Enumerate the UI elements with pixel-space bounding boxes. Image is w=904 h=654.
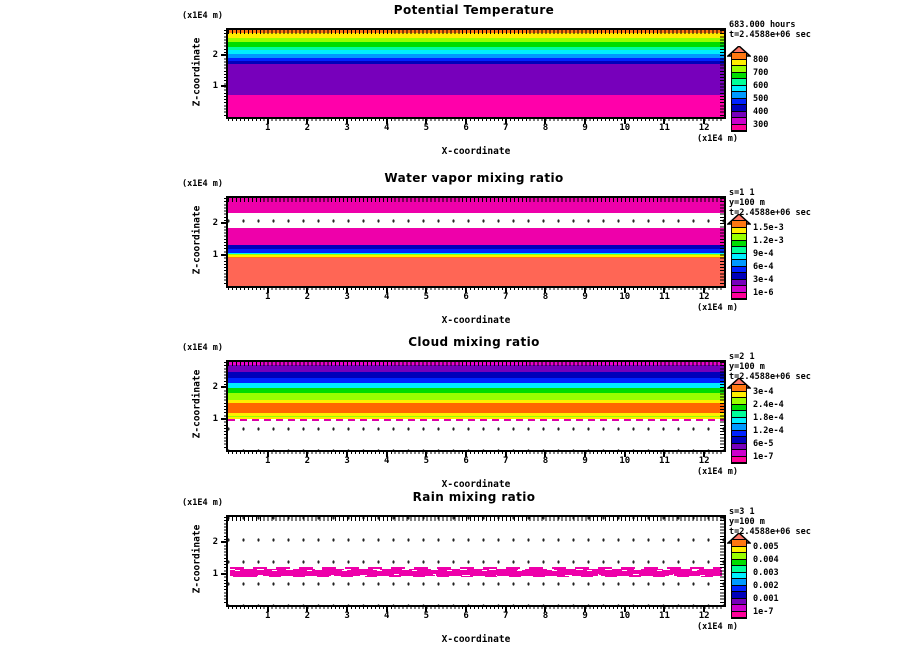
- contour-band: [228, 95, 724, 117]
- legend-line: y=100 m: [729, 517, 765, 527]
- x-tick-label: 10: [619, 123, 631, 133]
- z-minor-ticks-right: [720, 517, 724, 605]
- x-tick-label: 9: [582, 292, 588, 302]
- x-tick-label: 6: [463, 611, 469, 621]
- panel-title: Rain mixing ratio: [412, 490, 536, 504]
- panel-rain-mixing-ratio: [0, 490, 904, 654]
- x-axis-unit: (x1E4 m): [697, 622, 738, 632]
- x-tick-label: 5: [423, 456, 430, 466]
- plot-area: [212, 28, 738, 157]
- x-minor-ticks-top: [228, 362, 724, 366]
- x-minor-ticks: [228, 450, 724, 454]
- colorbar-label: 6e-4: [753, 261, 774, 272]
- colorbar-label: 1.2e-3: [753, 235, 784, 246]
- panel-water-vapor-mixing-ratio: [0, 163, 904, 326]
- contour-band: [228, 403, 724, 413]
- z-minor-ticks-right: [720, 30, 724, 117]
- legend-line: 683.000 hours: [729, 20, 796, 30]
- z-axis-label: Z-coordinate: [191, 205, 203, 275]
- x-axis-label: X-coordinate: [441, 479, 511, 490]
- x-tick-label: 8: [542, 456, 549, 466]
- x-tick-label: 4: [384, 611, 390, 621]
- colorbar-label: 0.005: [753, 541, 779, 552]
- x-tick-label: 2: [304, 611, 311, 621]
- z-minor-ticks: [224, 362, 228, 450]
- x-tick-label: 11: [659, 611, 670, 621]
- contour-bands: [228, 30, 724, 117]
- colorbar-label: 1.2e-4: [753, 425, 784, 436]
- colorbar-label: 600: [753, 80, 769, 91]
- colorbar: [731, 210, 801, 302]
- x-minor-ticks-top: [228, 198, 724, 202]
- x-tick-label: 5: [423, 123, 430, 133]
- z-tick-label: 2: [212, 537, 218, 548]
- x-tick-label: 6: [463, 123, 469, 133]
- x-tick-label: 1: [264, 292, 271, 302]
- x-tick-label: 4: [384, 123, 390, 133]
- plot-area: [212, 360, 738, 490]
- colorbar-bands: [731, 220, 747, 300]
- x-axis-unit: (x1E4 m): [697, 303, 738, 313]
- colorbar-band: [732, 457, 746, 464]
- z-major-tick: [221, 254, 228, 256]
- x-tick-label: 4: [384, 292, 390, 302]
- x-tick-label: 12: [698, 456, 710, 466]
- colorbar-label: 400: [753, 106, 769, 117]
- x-tick-label: 11: [659, 456, 670, 466]
- colorbar-label: 1e-7: [753, 451, 774, 462]
- colorbar-label: 9e-4: [753, 248, 774, 259]
- z-axis-unit: (x1E4 m): [182, 343, 223, 353]
- colorbar-label: 1e-7: [753, 606, 774, 617]
- z-tick-label: 1: [212, 80, 218, 91]
- colorbar: [731, 42, 801, 134]
- x-tick-label: 9: [582, 123, 588, 133]
- colorbar-bands: [731, 52, 747, 132]
- z-minor-ticks: [224, 517, 228, 605]
- legend-line: s=3 1: [729, 507, 755, 517]
- z-tick-label: 2: [212, 218, 218, 229]
- x-tick-label: 10: [619, 611, 631, 621]
- contour-band: [228, 64, 724, 95]
- z-axis-label: Z-coordinate: [191, 369, 203, 439]
- colorbar-label: 700: [753, 67, 769, 78]
- panel-potential-temperature: [0, 0, 904, 163]
- legend-line: s=2 1: [729, 352, 755, 362]
- x-minor-ticks: [228, 286, 724, 290]
- x-tick-label: 1: [264, 123, 271, 133]
- x-tick-label: 9: [582, 456, 588, 466]
- legend-line: y=100 m: [729, 198, 765, 208]
- z-tick-label: 1: [212, 249, 218, 260]
- panel-title: Potential Temperature: [393, 3, 555, 17]
- colorbar-band: [732, 293, 746, 300]
- contour-bands: [228, 517, 724, 605]
- x-tick-label: 8: [542, 123, 549, 133]
- colorbar-label: 0.003: [753, 567, 779, 578]
- z-major-tick: [221, 386, 228, 388]
- x-tick-label: 2: [304, 292, 311, 302]
- z-tick-label: 1: [212, 413, 218, 424]
- colorbar-label: 6e-5: [753, 438, 774, 449]
- legend-line: y=100 m: [729, 362, 765, 372]
- x-axis-unit: (x1E4 m): [697, 467, 738, 477]
- colorbar-label: 0.002: [753, 580, 779, 591]
- x-tick-label: 12: [698, 292, 710, 302]
- x-tick-label: 3: [344, 123, 350, 133]
- plot-area: [212, 196, 738, 326]
- z-axis-unit: (x1E4 m): [182, 179, 223, 189]
- colorbar-label: 2.4e-4: [753, 399, 784, 410]
- colorbar-label: 1.5e-3: [753, 222, 784, 233]
- x-tick-label: 12: [698, 611, 710, 621]
- contour-band: [228, 228, 724, 245]
- legend-line: t=2.4588e+06 sec: [729, 372, 811, 382]
- panel-title: Cloud mixing ratio: [408, 335, 540, 349]
- x-tick-label: 7: [503, 123, 509, 133]
- z-minor-ticks-right: [720, 362, 724, 450]
- contour-band: [228, 393, 724, 400]
- z-axis-label: Z-coordinate: [191, 524, 203, 594]
- z-tick-label: 2: [212, 49, 218, 60]
- x-tick-label: 9: [582, 611, 588, 621]
- x-tick-label: 5: [423, 611, 430, 621]
- panel-title: Water vapor mixing ratio: [384, 171, 564, 185]
- z-minor-ticks: [224, 198, 228, 286]
- x-tick-label: 12: [698, 123, 710, 133]
- x-tick-label: 1: [264, 456, 271, 466]
- x-tick-label: 3: [344, 456, 350, 466]
- colorbar-label: 3e-4: [753, 274, 774, 285]
- legend-text: [729, 188, 811, 218]
- x-tick-label: 2: [304, 456, 311, 466]
- x-minor-ticks-top: [228, 517, 724, 521]
- z-minor-ticks: [224, 30, 228, 117]
- colorbar-label: 0.004: [753, 554, 779, 565]
- colorbar-label: 1e-6: [753, 287, 774, 298]
- z-axis-label: Z-coordinate: [191, 37, 203, 106]
- x-tick-label: 5: [423, 292, 430, 302]
- legend-line: t=2.4588e+06 sec: [729, 527, 811, 537]
- plot-area: [212, 515, 738, 645]
- colorbar-band: [732, 612, 746, 619]
- z-axis-unit: (x1E4 m): [182, 498, 223, 508]
- z-major-tick: [221, 54, 228, 56]
- x-axis-label: X-coordinate: [441, 634, 511, 645]
- x-axis-label: X-coordinate: [441, 315, 511, 326]
- x-axis-unit: (x1E4 m): [697, 134, 738, 144]
- x-tick-label: 11: [659, 123, 670, 133]
- colorbar-label: 3e-4: [753, 386, 774, 397]
- legend-text: [729, 352, 811, 382]
- x-minor-ticks: [228, 605, 724, 609]
- colorbar-label: 0.001: [753, 593, 779, 604]
- x-minor-ticks-top: [228, 30, 724, 34]
- x-tick-label: 3: [344, 292, 350, 302]
- contour-bands: [228, 198, 724, 286]
- z-major-tick: [221, 85, 228, 87]
- colorbar-band: [732, 125, 746, 132]
- legend-text: [729, 507, 811, 537]
- contour-band: [228, 258, 724, 286]
- colorbar-bands: [731, 539, 747, 619]
- x-tick-label: 1: [264, 611, 271, 621]
- z-axis-unit: (x1E4 m): [182, 11, 223, 21]
- x-axis-label: X-coordinate: [441, 146, 511, 157]
- colorbar: [731, 529, 801, 621]
- z-minor-ticks-right: [720, 198, 724, 286]
- x-tick-label: 7: [503, 611, 509, 621]
- contour-bands: [228, 362, 724, 450]
- x-tick-label: 10: [619, 456, 631, 466]
- x-tick-label: 6: [463, 456, 469, 466]
- x-tick-label: 6: [463, 292, 469, 302]
- x-tick-label: 10: [619, 292, 631, 302]
- legend-text: [729, 20, 811, 40]
- legend-line: t=2.4588e+06 sec: [729, 30, 811, 40]
- legend-line: s=1 1: [729, 188, 755, 198]
- x-tick-label: 3: [344, 611, 350, 621]
- x-minor-ticks: [228, 117, 724, 121]
- z-major-tick: [221, 541, 228, 543]
- colorbar-label: 800: [753, 54, 769, 65]
- colorbar-bands: [731, 384, 747, 464]
- x-tick-label: 4: [384, 456, 390, 466]
- x-tick-label: 7: [503, 292, 509, 302]
- panel-cloud-mixing-ratio: [0, 327, 904, 490]
- z-major-tick: [221, 573, 228, 575]
- x-tick-label: 8: [542, 292, 549, 302]
- z-major-tick: [221, 418, 228, 420]
- x-tick-label: 7: [503, 456, 509, 466]
- x-tick-label: 8: [542, 611, 549, 621]
- z-major-tick: [221, 222, 228, 224]
- colorbar-label: 1.8e-4: [753, 412, 784, 423]
- x-tick-label: 11: [659, 292, 670, 302]
- x-tick-label: 2: [304, 123, 311, 133]
- colorbar-label: 500: [753, 93, 769, 104]
- z-tick-label: 2: [212, 382, 218, 393]
- colorbar: [731, 374, 801, 466]
- contour-dashed-line: [228, 419, 724, 421]
- legend-line: t=2.4588e+06 sec: [729, 208, 811, 218]
- z-tick-label: 1: [212, 568, 218, 579]
- rain-contour-scribble: [230, 576, 722, 577]
- colorbar-label: 300: [753, 119, 769, 130]
